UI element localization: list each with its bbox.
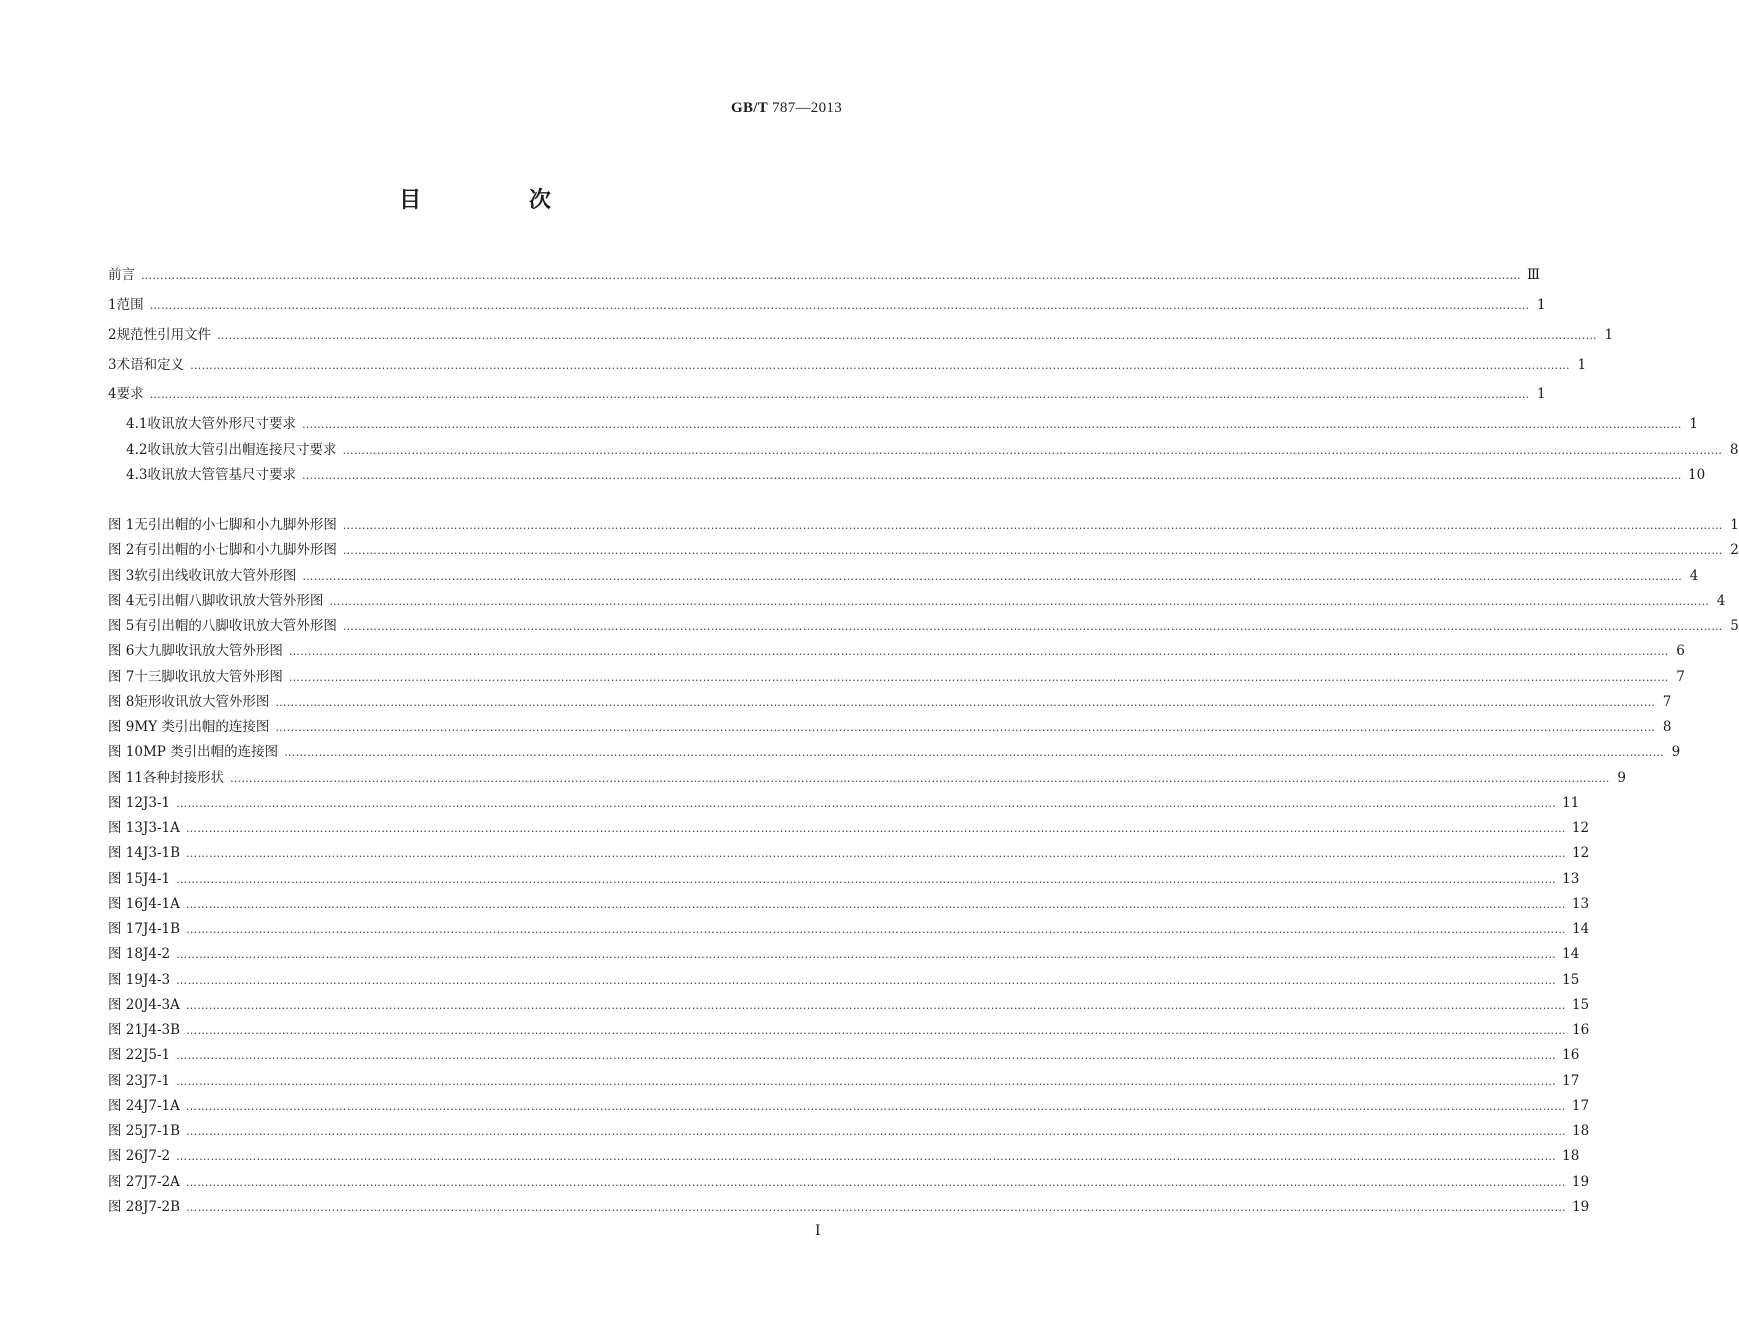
- toc-leader-dots: ………………………………………………………………………………………………………………………………………………………………………………………………………………………………………………………………………………………………………………………………: [185, 897, 1566, 911]
- toc-entry-number: 图 12: [108, 794, 143, 811]
- toc-entry-number: 图 14: [108, 845, 143, 862]
- toc-entry-page: 5: [1730, 618, 1739, 634]
- toc-leader-dots: ………………………………………………………………………………………………………………………………………………………………………………………………………………………………………………………………………………………………………………………………: [342, 544, 1723, 558]
- toc-leader-dots: ………………………………………………………………………………………………………………………………………………………………………………………………………………………………………………………………………………………………………………………………: [149, 299, 1530, 312]
- toc-leader-dots: ………………………………………………………………………………………………………………………………………………………………………………………………………………………………………………………………………………………………………………………………: [176, 1150, 1557, 1164]
- toc-entry-number: 图 10: [108, 744, 143, 761]
- page-title: 目 次: [399, 188, 601, 213]
- toc-entry-number: 图 11: [108, 769, 143, 786]
- toc-entry-page: 1: [1730, 517, 1739, 533]
- toc-entry[interactable]: [108, 970, 1580, 990]
- toc-entry[interactable]: [108, 1121, 1590, 1141]
- toc-entry-page: 12: [1571, 820, 1590, 836]
- toc-entry[interactable]: [108, 1045, 1580, 1065]
- toc-leader-dots: ………………………………………………………………………………………………………………………………………………………………………………………………………………………………………………………………………………………………………………………………: [186, 847, 1567, 861]
- toc-entry-page: 15: [1562, 971, 1580, 988]
- toc-entry-page: 18: [1562, 1148, 1580, 1165]
- toc-entry[interactable]: [108, 944, 1580, 964]
- toc-entry-page: 13: [1571, 895, 1590, 912]
- toc-entry-page: 1: [1537, 297, 1546, 313]
- toc-entry-page: 1: [1604, 327, 1614, 343]
- toc-entry-page: 15: [1571, 996, 1590, 1013]
- toc-leader-dots: ………………………………………………………………………………………………………………………………………………………………………………………………………………………………………………………………………………………………………………………………: [176, 1049, 1557, 1063]
- toc-entry-label: J3-1: [142, 794, 171, 811]
- toc-entry-page: 16: [1572, 1022, 1590, 1038]
- toc-leader-dots: ………………………………………………………………………………………………………………………………………………………………………………………………………………………………………………………………………………………………………………………………: [342, 519, 1723, 532]
- toc-entry[interactable]: [108, 515, 1739, 535]
- toc-entry-number: 图 24: [108, 1097, 143, 1114]
- toc-entry-label: 有引出帽的小七脚和小九脚外形图: [134, 542, 337, 559]
- toc-leader-dots: ………………………………………………………………………………………………………………………………………………………………………………………………………………………………………………………………………………………………………………………………: [275, 721, 1656, 734]
- toc-entry[interactable]: [108, 1172, 1590, 1192]
- toc-entry-page: 11: [1562, 794, 1580, 811]
- toc-leader-dots: ………………………………………………………………………………………………………………………………………………………………………………………………………………………………………………………………………………………………………………………………: [176, 973, 1557, 987]
- toc-entry-page: 19: [1572, 1198, 1590, 1215]
- toc-entry[interactable]: [108, 1146, 1580, 1166]
- toc-entry[interactable]: [108, 692, 1672, 712]
- toc-leader-dots: ………………………………………………………………………………………………………………………………………………………………………………………………………………………………………………………………………………………………………………………………: [302, 569, 1683, 583]
- toc-entry-number: 4.3: [126, 467, 148, 483]
- toc-entry-number: 图 8: [108, 693, 135, 710]
- toc-entry-page: 8: [1662, 719, 1672, 735]
- toc-entry[interactable]: [108, 667, 1685, 687]
- toc-leader-dots: ………………………………………………………………………………………………………………………………………………………………………………………………………………………………………………………………………………………………………………………………: [229, 771, 1610, 785]
- toc-entry-number: 图 7: [108, 668, 135, 685]
- toc-entry-number: 4.1: [126, 416, 148, 432]
- toc-entry-page: 14: [1572, 921, 1590, 937]
- toc-entry-label: 范围: [116, 297, 144, 313]
- toc-entry[interactable]: [108, 843, 1590, 863]
- toc-entry-number: 图 1: [108, 517, 135, 533]
- toc-entry-label: 收讯放大管引出帽连接尺寸要求: [147, 442, 337, 458]
- toc-entry-page: 12: [1572, 845, 1590, 862]
- toc-entry-page: 18: [1572, 1123, 1590, 1139]
- toc-entry-label: 规范性引用文件: [116, 327, 212, 343]
- toc-leader-dots: ………………………………………………………………………………………………………………………………………………………………………………………………………………………………………………………………………………………………………………………………: [176, 872, 1557, 886]
- toc-leader-dots: ………………………………………………………………………………………………………………………………………………………………………………………………………………………………………………………………………………………………………………………………: [288, 670, 1669, 684]
- toc-entry-number: 图 16: [108, 895, 143, 912]
- toc-leader-dots: ………………………………………………………………………………………………………………………………………………………………………………………………………………………………………………………………………………………………………………………………: [217, 329, 1598, 342]
- toc-entry-label: J5-1: [142, 1047, 171, 1064]
- toc-entry-number: 图 22: [108, 1047, 143, 1064]
- toc-leader-dots: ………………………………………………………………………………………………………………………………………………………………………………………………………………………………………………………………………………………………………………………………: [186, 1125, 1567, 1138]
- toc-entry-label: 各种封接形状: [142, 769, 224, 786]
- toc-entry[interactable]: [108, 540, 1739, 560]
- toc-entry-number: 图 23: [108, 1072, 143, 1089]
- toc-entry-label: J4-3A: [142, 996, 180, 1013]
- toc-entry-page: 4: [1716, 592, 1726, 609]
- toc-leader-dots: ………………………………………………………………………………………………………………………………………………………………………………………………………………………………………………………………………………………………………………………………: [275, 695, 1656, 709]
- toc-entry-label: J4-1A: [142, 895, 180, 912]
- standard-code: [731, 100, 842, 117]
- toc-leader-dots: ………………………………………………………………………………………………………………………………………………………………………………………………………………………………………………………………………………………………………………………………: [301, 469, 1682, 482]
- toc-entry-page: 17: [1571, 1097, 1590, 1114]
- toc-entry-page: 13: [1562, 870, 1580, 887]
- standard-number: 787—2013: [772, 100, 842, 116]
- toc-entry-label: J7-1B: [142, 1123, 181, 1139]
- toc-entry[interactable]: [126, 440, 1739, 460]
- toc-entry-page: 4: [1689, 567, 1699, 584]
- toc-entry-label: 矩形收讯放大管外形图: [134, 693, 270, 710]
- toc-entry-number: 图 27: [108, 1173, 143, 1190]
- toc-entry-page: 6: [1676, 643, 1685, 660]
- toc-entry-number: 图 9: [108, 719, 135, 735]
- toc-entry[interactable]: [108, 566, 1699, 586]
- toc-entry-label: 要求: [116, 386, 144, 402]
- toc-leader-dots: ………………………………………………………………………………………………………………………………………………………………………………………………………………………………………………………………………………………………………………………………: [342, 444, 1723, 457]
- toc-leader-dots: ………………………………………………………………………………………………………………………………………………………………………………………………………………………………………………………………………………………………………………………………: [185, 822, 1566, 835]
- toc-leader-dots: ………………………………………………………………………………………………………………………………………………………………………………………………………………………………………………………………………………………………………………………………: [301, 418, 1682, 431]
- toc-entry-label: 十三脚收讯放大管外形图: [134, 668, 283, 685]
- toc-entry[interactable]: [108, 265, 1541, 285]
- toc-entry-page: 9: [1617, 769, 1626, 786]
- toc-entry-label: J7-2B: [142, 1198, 181, 1215]
- toc-leader-dots: ………………………………………………………………………………………………………………………………………………………………………………………………………………………………………………………………………………………………………………………………: [186, 1024, 1567, 1037]
- toc-entry-label: MY 类引出帽的连接图: [134, 719, 270, 735]
- toc-entry-label: J3-1A: [142, 820, 180, 836]
- toc-entry-number: 图 3: [108, 567, 135, 584]
- toc-leader-dots: ………………………………………………………………………………………………………………………………………………………………………………………………………………………………………………………………………………………………………………………………: [185, 1099, 1566, 1113]
- toc-entry[interactable]: [108, 1020, 1590, 1040]
- toc-entry[interactable]: [108, 1071, 1580, 1091]
- toc-entry-label: J3-1B: [142, 845, 181, 862]
- toc-entry-page: 1: [1537, 386, 1546, 402]
- toc-entry-page: Ⅲ: [1527, 267, 1541, 283]
- toc-entry[interactable]: [126, 414, 1698, 434]
- toc-entry-number: 3: [108, 357, 117, 373]
- toc-entry-page: 1: [1577, 357, 1587, 373]
- toc-leader-dots: ………………………………………………………………………………………………………………………………………………………………………………………………………………………………………………………………………………………………………………………………: [176, 1074, 1557, 1088]
- toc-leader-dots: ………………………………………………………………………………………………………………………………………………………………………………………………………………………………………………………………………………………………………………………………: [288, 645, 1669, 659]
- standard-prefix: GB/T: [730, 100, 769, 116]
- toc-entry[interactable]: [108, 355, 1587, 375]
- toc-entry-label: 收讯放大管外形尺寸要求: [147, 416, 296, 432]
- toc-leader-dots: ………………………………………………………………………………………………………………………………………………………………………………………………………………………………………………………………………………………………………………………………: [185, 998, 1566, 1012]
- toc-entry-number: 图 13: [108, 820, 143, 836]
- toc-entry-label: 大九脚收讯放大管外形图: [134, 643, 283, 660]
- toc-leader-dots: ………………………………………………………………………………………………………………………………………………………………………………………………………………………………………………………………………………………………………………………………: [190, 359, 1571, 372]
- toc-entry-number: 图 25: [108, 1123, 143, 1139]
- toc-entry[interactable]: [108, 295, 1546, 315]
- toc-entry-page: 7: [1662, 693, 1672, 710]
- toc-entry-page: 16: [1562, 1047, 1580, 1064]
- toc-entry-label: 术语和定义: [116, 357, 185, 373]
- toc-entry-number: 图 2: [108, 542, 135, 559]
- toc-leader-dots: ………………………………………………………………………………………………………………………………………………………………………………………………………………………………………………………………………………………………………………………………: [185, 1175, 1566, 1189]
- toc-entry-number: 图 20: [108, 996, 143, 1013]
- toc-entry[interactable]: [108, 818, 1590, 838]
- toc-entry-number: 1: [108, 297, 117, 313]
- toc-entry[interactable]: [126, 465, 1706, 485]
- toc-entry-number: 图 15: [108, 870, 143, 887]
- toc-entry-page: 8: [1729, 442, 1739, 458]
- toc-leader-dots: ………………………………………………………………………………………………………………………………………………………………………………………………………………………………………………………………………………………………………………………………: [176, 796, 1557, 810]
- toc-entry-number: 图 6: [108, 643, 135, 660]
- toc-entry-label: 有引出帽的八脚收讯放大管外形图: [134, 618, 337, 634]
- toc-entry-number: 图 18: [108, 946, 143, 963]
- toc-entry[interactable]: [108, 325, 1614, 345]
- toc-entry-label: 收讯放大管管基尺寸要求: [147, 467, 296, 483]
- toc-entry-number: 2: [108, 327, 117, 343]
- toc-entry-label: J4-3B: [142, 1022, 181, 1038]
- toc-entry-page: 17: [1562, 1072, 1580, 1089]
- toc-entry-number: 图 28: [108, 1198, 143, 1215]
- toc-entry-label: 无引出帽的小七脚和小九脚外形图: [134, 517, 337, 533]
- toc-entry-page: 14: [1562, 946, 1580, 963]
- toc-entry-page: 10: [1687, 467, 1706, 483]
- toc-entry-label: J7-2: [142, 1148, 171, 1165]
- toc-entry-label: J4-2: [142, 946, 171, 963]
- toc-entry-number: 图 17: [108, 921, 143, 937]
- page-folio: I: [815, 1223, 821, 1239]
- toc-entry[interactable]: [108, 869, 1580, 889]
- toc-entry-label: 软引出线收讯放大管外形图: [134, 567, 297, 584]
- toc-entry[interactable]: [108, 1197, 1590, 1217]
- toc-leader-dots: ………………………………………………………………………………………………………………………………………………………………………………………………………………………………………………………………………………………………………………………………: [176, 948, 1557, 962]
- toc-leader-dots: ………………………………………………………………………………………………………………………………………………………………………………………………………………………………………………………………………………………………………………………………: [186, 923, 1567, 936]
- toc-entry-label: J7-2A: [142, 1173, 180, 1190]
- toc-entry-label: MP 类引出帽的连接图: [142, 744, 279, 761]
- toc-entry[interactable]: [108, 742, 1681, 762]
- toc-entry-page: 1: [1689, 416, 1698, 432]
- toc-entry-page: 7: [1676, 668, 1685, 685]
- toc-entry-number: 图 26: [108, 1148, 143, 1165]
- toc-entry[interactable]: [108, 894, 1590, 914]
- toc-leader-dots: ………………………………………………………………………………………………………………………………………………………………………………………………………………………………………………………………………………………………………………………………: [284, 746, 1665, 760]
- toc-entry-label: J4-1B: [142, 921, 181, 937]
- toc-entry-number: 4.2: [126, 442, 148, 458]
- toc-entry[interactable]: [108, 591, 1726, 611]
- toc-entry-page: 19: [1571, 1173, 1590, 1190]
- toc-entry[interactable]: [108, 641, 1685, 661]
- toc-entry-label: 无引出帽八脚收讯放大管外形图: [134, 592, 324, 609]
- toc-entry-label: J4-3: [142, 971, 171, 988]
- toc-entry-number: 4: [108, 386, 117, 402]
- toc-entry[interactable]: [108, 768, 1626, 788]
- toc-entry-page: 9: [1671, 744, 1681, 761]
- toc-entry[interactable]: [108, 995, 1590, 1015]
- toc-entry-label: 前言: [108, 267, 135, 283]
- toc-entry[interactable]: [108, 793, 1580, 813]
- toc-leader-dots: ………………………………………………………………………………………………………………………………………………………………………………………………………………………………………………………………………………………………………………………………: [342, 620, 1723, 633]
- toc-leader-dots: ………………………………………………………………………………………………………………………………………………………………………………………………………………………………………………………………………………………………………………………………: [141, 269, 1521, 282]
- toc-entry[interactable]: [108, 616, 1739, 636]
- toc-leader-dots: ………………………………………………………………………………………………………………………………………………………………………………………………………………………………………………………………………………………………………………………………: [149, 388, 1530, 401]
- toc-leader-dots: ………………………………………………………………………………………………………………………………………………………………………………………………………………………………………………………………………………………………………………………………: [329, 594, 1710, 608]
- toc-entry[interactable]: [108, 717, 1672, 737]
- toc-entry-label: J4-1: [142, 870, 171, 887]
- toc-entry-label: J7-1: [142, 1072, 171, 1089]
- toc-entry-number: 图 21: [108, 1022, 143, 1038]
- toc-entry[interactable]: [108, 1096, 1590, 1116]
- toc-entry-label: J7-1A: [142, 1097, 180, 1114]
- toc-entry[interactable]: [108, 919, 1590, 939]
- toc-entry-number: 图 5: [108, 618, 135, 634]
- toc-entry-number: 图 19: [108, 971, 143, 988]
- toc-leader-dots: ………………………………………………………………………………………………………………………………………………………………………………………………………………………………………………………………………………………………………………………………: [186, 1200, 1567, 1214]
- toc-entry[interactable]: [108, 384, 1546, 404]
- toc-entry-page: 2: [1730, 542, 1739, 559]
- toc-entry-number: 图 4: [108, 592, 135, 609]
